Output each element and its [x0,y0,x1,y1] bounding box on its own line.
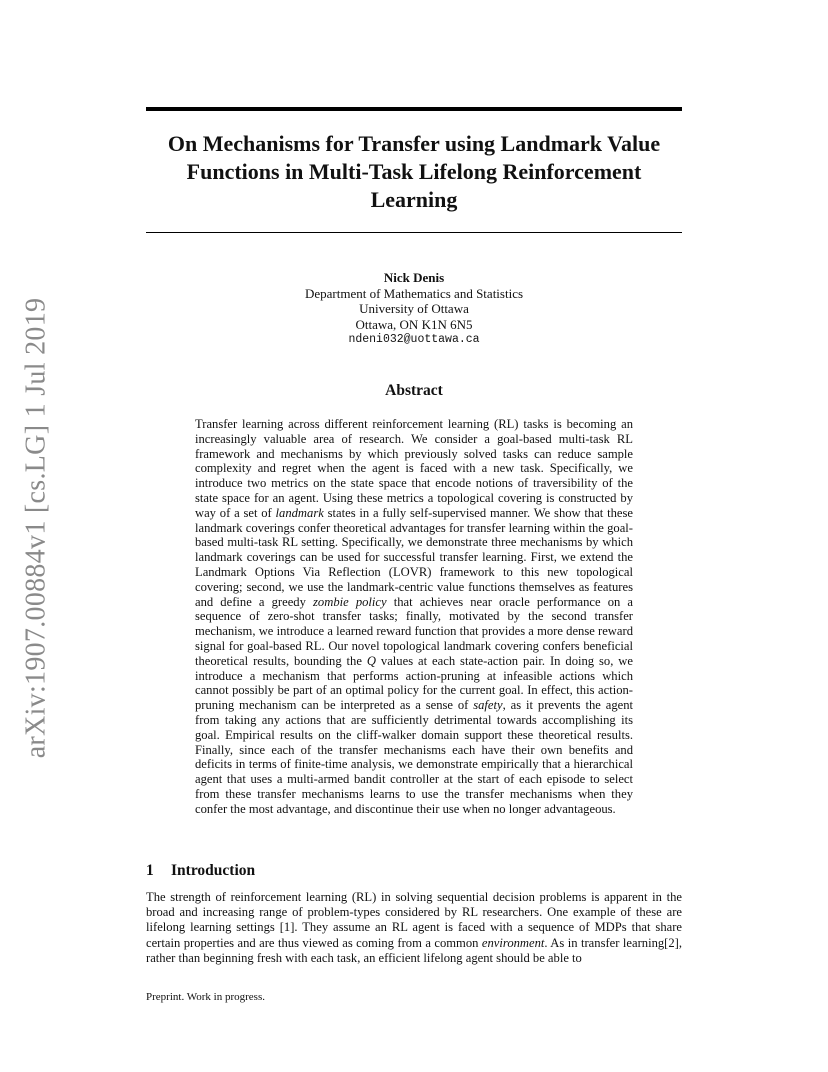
author-university: University of Ottawa [359,301,469,316]
title-bottom-rule [146,232,682,233]
author-department: Department of Mathematics and Statistics [304,285,524,301]
title-line-1: On Mechanisms for Transfer using Landmark Value [167,131,661,156]
title-top-rule [146,107,682,111]
introduction-paragraph [146,890,682,966]
intro-text-2: . As in transfer learning[2], rather than beginning fresh with each task, an efficient lifelong agent should be able to [146,935,682,965]
paper-title [146,130,682,214]
section-number: 1 [146,862,154,879]
arxiv-stamp [12,297,60,759]
author-email[interactable]: ndeni032@uottawa.ca [348,333,480,346]
intro-text-1: The strength of reinforcement learning (RL) in solving sequential decision problems is apparent in the broad and increasing range of problem-types considered by RL researchers. One example of these are lifelong learning settings [1]. They assume an RL agent is faced with a sequence of MDPs that share certain properties and are thus viewed as coming from a common [146,890,682,950]
title-line-3: Learning [370,187,458,212]
intro-emphasis-environment: environment [481,935,545,950]
abstract-emphasis-safety: safety [473,698,503,713]
abstract-math-q: Q [366,653,376,668]
abstract-text-1: Transfer learning across different reinforcement learning (RL) tasks is becoming an increasingly valuable area of research. We consider a goal-based multi-task RL framework and mechanisms by which previously solved tasks can reduce sample complexity and regret when the agent is faced with a new task. Specifically, we introduce two metrics on the state space that encode notions of traversibility of the state space for an agent. Using these metrics a topological covering is constructed by way of a set of [195,417,633,520]
author-block [146,270,682,348]
abstract-paragraph [195,417,633,817]
abstract-text-5: , as it prevents the agent from taking any actions that are sufficiently detrimental towards accomplishing its goal. Empirical results on the cliff-walker domain support these theoretical results. Finally, since each of the transfer mechanisms each have their own benefits and deficits in terms of finite-time analysis, we demonstrate empirically that a hierarchical agent that uses a multi-armed bandit controller at the start of each episode to select from these transfer mechanisms learns to use the transfer mechanisms when they confer the most advantage, and discontinue their use when no longer advantageous. [195,698,633,816]
title-line-2: Functions in Multi-Task Lifelong Reinforcement [186,159,642,184]
abstract-text-2: states in a fully self-supervised manner. We show that these landmark coverings confer theoretical advantages for transfer learning within the goal-based multi-task RL setting. Specifically, we demonstrate three mechanisms by which landmark coverings can be used for successful transfer learning. First, we extend the Landmark Options Via Reflection (LOVR) framework to this new topological covering; second, we use the landmark-centric value functions themselves as features and define a greedy [195,505,633,609]
abstract-emphasis-zombie-policy: zombie policy [313,594,387,609]
introduction-heading [146,862,255,880]
abstract-emphasis-landmark: landmark [275,505,324,520]
author-address: Ottawa, ON K1N 6N5 [355,316,473,332]
preprint-footnote: Preprint. Work in progress. [146,991,265,1003]
abstract-text-3: that achieves near oracle performance on a sequence of zero-shot transfer tasks; finally, motivated by the second transfer mechanism, we introduce a learned reward function that provides a more dense reward signal for goal-based RL. Our novel topological landmark covering confers beneficial theoretical results, bounding the [195,594,634,668]
abstract-text-4: values at each state-action pair. In doing so, we introduce a mechanism that performs action-pruning at infeasible actions which cannot possibly be part of an optimal policy for the current goal. In effect, this action-pruning mechanism can be interpreted as a sense of [195,653,633,713]
author-name: Nick Denis [383,270,445,285]
section-title: Introduction [171,862,256,879]
arxiv-stamp-text: arXiv:1907.00884v1 [cs.LG] 1 Jul 2019 [20,297,52,759]
abstract-heading: Abstract [385,382,443,399]
